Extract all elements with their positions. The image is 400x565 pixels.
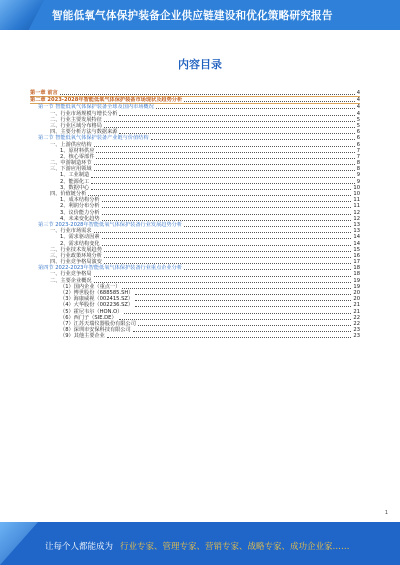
toc-leader-dots: [119, 112, 354, 116]
toc-entry-page: 8: [356, 166, 360, 173]
footer-banner: [0, 522, 400, 565]
toc-entry-page: 7: [356, 147, 360, 154]
toc-entry-title: （5）霍尼韦尔（HON.O）: [60, 308, 123, 315]
toc-leader-dots: [138, 322, 351, 326]
footer-decoration: [0, 522, 38, 565]
toc-entry-page: 10: [353, 184, 360, 191]
toc-entry-title: 2、利润分布分析: [60, 203, 100, 210]
toc-entry-page: 14: [353, 234, 360, 241]
toc-entry-title: 二、行业主要发展特征: [50, 116, 102, 123]
toc-entry-page: 23: [353, 327, 360, 334]
toc-leader-dots: [107, 334, 352, 338]
toc-entry-title: 2、核心零部件: [60, 153, 95, 160]
toc-leader-dots: [94, 143, 355, 147]
toc-leader-dots: [94, 273, 352, 277]
toc-leader-dots: [135, 303, 351, 307]
toc-leader-dots: [102, 204, 352, 208]
toc-leader-dots: [104, 248, 352, 252]
toc-leader-dots: [102, 211, 352, 215]
toc-leader-dots: [135, 297, 351, 301]
toc-leader-dots: [135, 291, 351, 295]
toc-entry-title: 2、能源化工: [60, 178, 90, 185]
toc-entry-page: 12: [353, 209, 360, 216]
toc-entry-page: 5: [356, 122, 360, 129]
toc-leader-dots: [184, 98, 355, 102]
toc-entry-page: 23: [353, 333, 360, 340]
toc-entry-page: 22: [353, 320, 360, 327]
toc-entry-title: （4）大华股份（002236.SZ）: [60, 302, 134, 309]
toc-leader-dots: [104, 124, 355, 128]
toc-entry-page: 6: [356, 135, 360, 142]
toc-leader-dots: [94, 229, 352, 233]
toc-entry-page: 10: [353, 191, 360, 197]
toc-entry-page: 21: [353, 308, 360, 315]
toc-entry-page: 8: [356, 160, 360, 167]
toc-entry-title: 一、行业市场需求: [50, 228, 92, 235]
toc-entry-title: 四、价值链分析: [50, 191, 87, 197]
toc-entry-title: 三、行业政策环境分析: [50, 252, 102, 259]
toc-entry-title: 二、主要企业概况: [50, 277, 92, 284]
toc-leader-dots: [102, 235, 352, 239]
toc-entry-title: 四、行业竞争格局演变: [50, 259, 102, 266]
toc-entry-page: 20: [353, 290, 360, 296]
toc-entry-title: （8）深圳市安保科技有限公司: [60, 327, 131, 334]
toc-leader-dots: [91, 174, 354, 178]
toc-leader-dots: [104, 254, 352, 258]
toc-leader-dots: [94, 161, 355, 165]
toc-entry-page: 11: [353, 197, 360, 204]
page-number: 1: [384, 510, 388, 516]
toc-leader-dots: [119, 316, 352, 320]
toc-entry-title: 3、数据中心: [60, 184, 90, 191]
toc-entry-page: 15: [353, 246, 360, 253]
toc-entry-title: （2）博世股份（688585.SH）: [60, 290, 134, 296]
toc-entry-page: 18: [353, 265, 360, 272]
footer-slogan-highlight: 行业专家、管理专家、营销专家、战略专家、成功企业家……: [120, 542, 350, 552]
toc-leader-dots: [102, 217, 352, 221]
toc-entry-title: 四、主要分析方法与数据来源: [50, 129, 118, 136]
toc-leader-dots: [104, 260, 352, 264]
toc-entry-page: 21: [353, 302, 360, 309]
toc-entry-page: 9: [356, 172, 360, 179]
toc-leader-dots: [94, 167, 355, 171]
toc-leader-dots: [133, 328, 352, 332]
toc-leader-dots: [151, 136, 355, 140]
toc-entry-page: 17: [353, 259, 360, 266]
toc-entry-title: （7）江苏天瑞仪器股份有限公司: [60, 320, 136, 327]
toc-entry-page: 22: [353, 314, 360, 321]
toc-entry-title: 3、议价能力分析: [60, 209, 100, 216]
toc-leader-dots: [96, 149, 354, 153]
toc-entry-title: 二、中游制造环节: [50, 160, 92, 167]
toc-entry-page: 4: [356, 90, 360, 96]
toc-entry-page: 16: [353, 252, 360, 259]
table-of-contents: [30, 90, 360, 340]
toc-entry-title: 第一节 智能低氧气体保护装备全球及国内市场概况: [38, 104, 154, 111]
toc-leader-dots: [156, 105, 355, 109]
toc-leader-dots: [184, 266, 351, 270]
toc-entry-title: 二、行业技术发展趋势: [50, 246, 102, 253]
toc-entry-page: 11: [353, 203, 360, 210]
toc-entry-title: 一、行业市场规模与增长分析: [50, 110, 118, 117]
toc-entry-page: 7: [356, 153, 360, 160]
toc-entry-title: 第二节 智能低氧气体保护装备产业链与价值结构: [38, 135, 149, 142]
banner-decoration: [0, 0, 44, 30]
toc-entry-title: 1、成本结构分析: [60, 197, 100, 204]
toc-entry-page: 4: [356, 110, 360, 117]
toc-heading: 内容目录: [178, 58, 222, 71]
toc-entry-title: 1、工业制造: [60, 172, 90, 179]
toc-entry-page: 6: [356, 129, 360, 136]
toc-leader-dots: [122, 285, 351, 289]
toc-entry-page: 19: [353, 277, 360, 284]
toc-entry-title: 三、下游应用领域: [50, 166, 92, 173]
toc-entry[interactable]: [30, 333, 360, 339]
toc-entry-page: 4: [356, 104, 360, 111]
toc-entry-title: （9）其他主要企业: [60, 333, 105, 340]
toc-entry-page: 13: [353, 221, 360, 228]
toc-leader-dots: [94, 279, 352, 283]
toc-leader-dots: [119, 130, 354, 134]
toc-leader-dots: [104, 118, 355, 122]
toc-entry-page: 4: [356, 97, 360, 104]
toc-leader-dots: [124, 310, 351, 314]
toc-entry-title: 1、原材料供应: [60, 147, 95, 154]
header-banner: [0, 0, 400, 30]
toc-leader-dots: [60, 91, 355, 95]
toc-entry-title: （1）国内企业（重点一）: [60, 283, 121, 290]
toc-leader-dots: [184, 223, 351, 227]
report-title: 智能低氧气体保护装备企业供应链建设和优化策略研究报告: [52, 10, 333, 22]
toc-leader-dots: [91, 180, 354, 184]
toc-entry-title: 第四节 2022-2023年智能低氧气体保护装备行业重点企业分析: [38, 265, 183, 272]
toc-entry-title: 一、行业竞争格局: [50, 271, 92, 278]
toc-leader-dots: [88, 192, 351, 196]
toc-leader-dots: [91, 186, 351, 190]
toc-entry-page: 14: [353, 240, 360, 247]
toc-entry-page: 9: [356, 178, 360, 185]
toc-entry-page: 20: [353, 296, 360, 303]
toc-entry-title: 2、需求结构变化: [60, 240, 100, 247]
toc-entry-title: （6）西门子（SIE.DE）: [60, 314, 117, 321]
toc-leader-dots: [102, 198, 352, 202]
toc-entry-title: 第二章 2023-2028年智能低氧气体保护装备市场现状及趋势分析: [30, 97, 183, 104]
toc-entry-title: （3）海康威视（002415.SZ）: [60, 296, 134, 303]
toc-entry-title: 第三节 2023-2028年智能低氧气体保护装备行业发展趋势分析: [38, 221, 183, 228]
toc-leader-dots: [102, 242, 352, 246]
toc-entry-page: 5: [356, 116, 360, 123]
toc-entry-page: 19: [353, 283, 360, 290]
footer-slogan: 让每个人都能成为: [45, 542, 114, 552]
toc-entry-title: 三、行业区域分布格局: [50, 122, 102, 129]
toc-entry-page: 12: [353, 215, 360, 222]
toc-leader-dots: [96, 155, 354, 159]
toc-entry-page: 13: [353, 228, 360, 235]
toc-entry-page: 6: [356, 141, 360, 148]
toc-entry-title: 第一章 前言: [30, 90, 58, 96]
toc-entry-title: 4、未来变化趋势: [60, 215, 100, 222]
toc-entry-title: 一、上游供应结构: [50, 141, 92, 148]
toc-entry-page: 18: [353, 271, 360, 278]
toc-entry-title: 1、需求驱动因素: [60, 234, 100, 241]
